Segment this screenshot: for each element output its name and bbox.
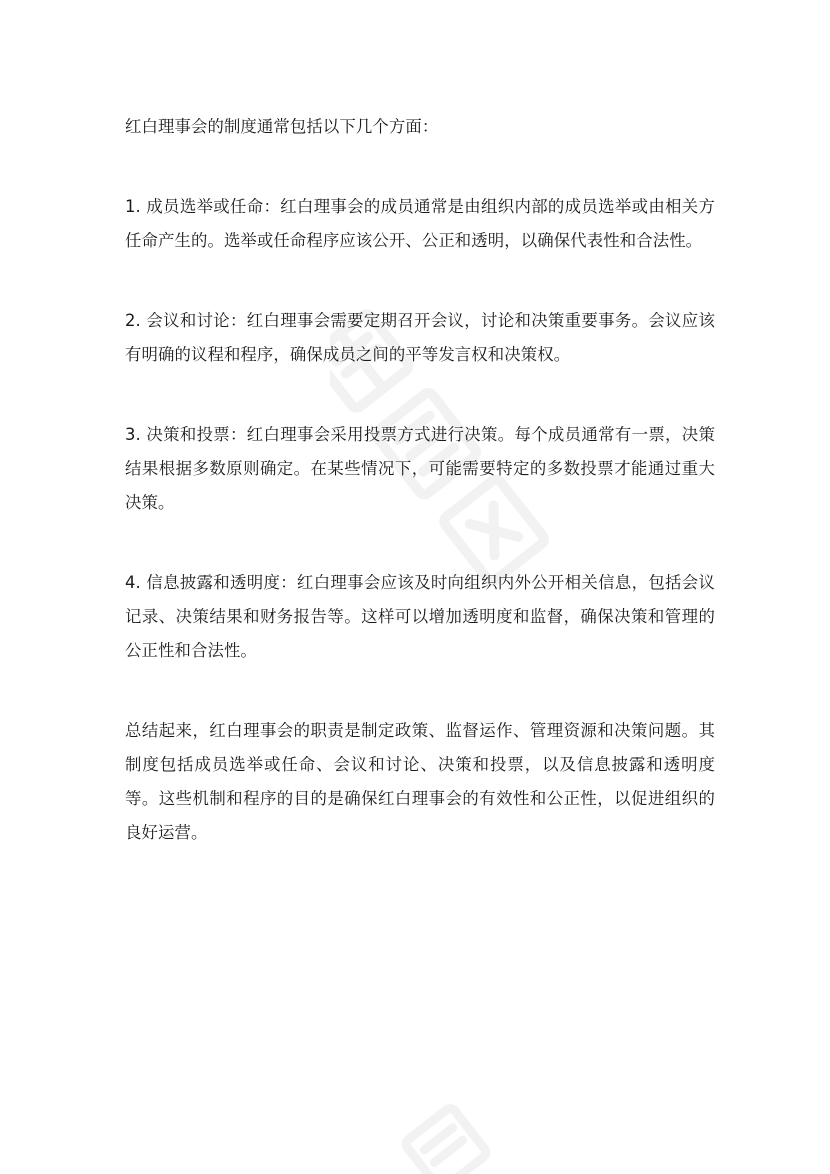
item-paragraph-1: 1. 成员选举或任命：红白理事会的成员通常是由组织内部的成员选举或由相关方任命产生的。选举或任命程序应该公开、公正和透明，以确保代表性和合法性。 bbox=[125, 197, 715, 250]
summary-paragraph: 总结起来，红白理事会的职责是制定政策、监督运作、管理资源和决策问题。其制度包括成员选举或任命、会议和讨论、决策和投票，以及信息披露和透明度等。这些机制和程序的目的是确保红白理事会的有效性和公正性，以促进组织的良好运营。 bbox=[125, 721, 715, 842]
document-body bbox=[125, 110, 715, 850]
item-paragraph-2: 2. 会议和讨论：红白理事会需要定期召开会议，讨论和决策重要事务。会议应该有明确的议程和程序，确保成员之间的平等发言权和决策权。 bbox=[125, 311, 715, 364]
item-paragraph-3: 3. 决策和投票：红白理事会采用投票方式进行决策。每个成员通常有一票，决策结果根据多数原则确定。在某些情况下，可能需要特定的多数投票才能通过重大决策。 bbox=[125, 425, 715, 512]
intro-paragraph: 红白理事会的制度通常包括以下几个方面： bbox=[125, 117, 439, 136]
item-paragraph-4: 4. 信息披露和透明度：红白理事会应该及时向组织内外公开相关信息，包括会议记录、决策结果和财务报告等。这样可以增加透明度和监督，确保决策和管理的公正性和合法性。 bbox=[125, 573, 715, 660]
watermark-graphic-bottom bbox=[360, 1070, 560, 1174]
